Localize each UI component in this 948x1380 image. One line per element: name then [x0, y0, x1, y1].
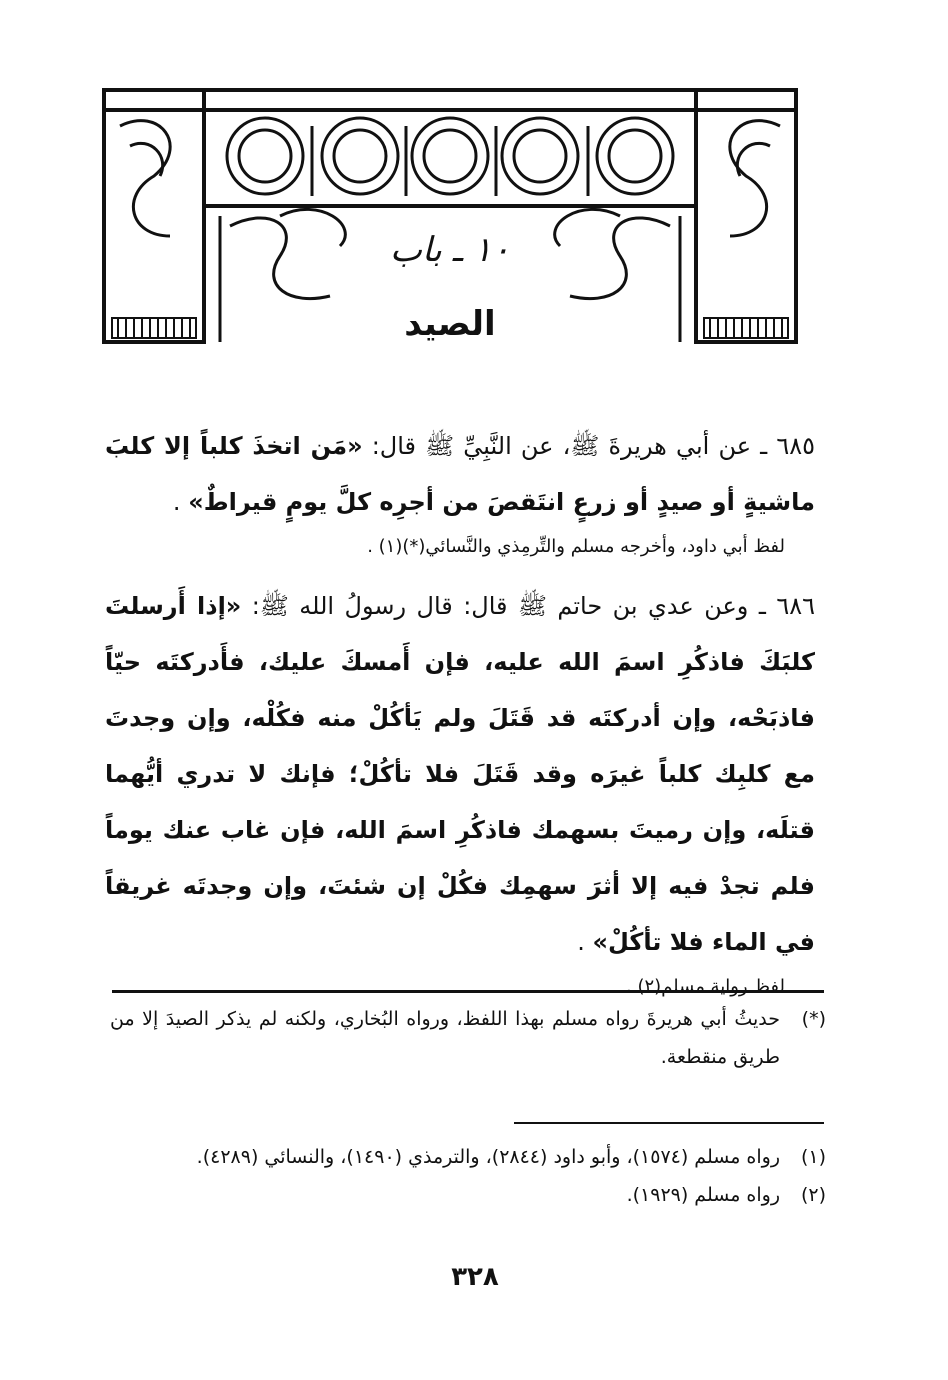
- hadith-intro: ٦٨٦ ـ وعن عدي بن حاتم ﷺ قال: قال رسولُ الله ﷺ:: [241, 592, 816, 620]
- footnote-mark: (٢): [800, 1184, 826, 1206]
- hadith-content: [105, 418, 815, 1018]
- hadith-end: .: [577, 928, 585, 956]
- footnote-2: [110, 1176, 826, 1214]
- footnote-1: [110, 1138, 826, 1176]
- page-number: ٣٢٨: [451, 1262, 499, 1292]
- hadith-text: «مَن اتخذَ كلباً إلا كلبَ ماشيةٍ أو صيدٍ أو زرعٍ انتَقصَ من أجرِه كلَّ يومٍ قيراطٌ»: [105, 432, 815, 516]
- chapter-title: الصيد: [404, 304, 496, 344]
- footnote-mark: (*): [801, 1008, 826, 1030]
- chapter-number: ١٠ ـ باب: [390, 230, 510, 270]
- hadith-text: «إذا أَرسلتَ كلبَكَ فاذكُرِ اسمَ الله عليه، فإن أَمسكَ عليك، فأَدركتَه حيّاً فاذبَحْه، وإن أدركتَه قد قَتَلَ ولم يَأكُلْ منه فكُلْه، وإن وجدتَ مع كلبِك كلباً غيرَه وقد قَتَلَ فلا تأكُلْ؛ فإنك لا تدري أيُّهما قتلَه، وإن رميتَ بسهمك فاذكُرِ اسمَ الله، فإن غاب عنك يوماً فلم تجدْ فيه إلا أثرَ سهمِك فكُلْ إن شئتَ، وإن وجدتَه غريقاً في الماء فلا تأكُلْ»: [105, 592, 815, 956]
- hadith-686: [105, 578, 815, 970]
- hadith-source: لفظ أبي داود، وأخرجه مسلم والتِّرمِذي والنَّسائي(*)(١) .: [367, 536, 785, 557]
- hadith-end: .: [172, 488, 181, 516]
- footnote-text: رواه مسلم (١٥٧٤)، وأبو داود (٢٨٤٤)، والترمذي (١٤٩٠)، والنسائي (٤٢٨٩).: [196, 1146, 780, 1168]
- footnote-divider: [112, 990, 824, 993]
- footnote-text: حديثُ أبي هريرةَ رواه مسلم بهذا اللفظ، ورواه البُخاري، ولكنه لم يذكر الصيدَ إلا من طريق منقطعة.: [110, 1008, 780, 1068]
- hadith-intro: ٦٨٥ ـ عن أبي هريرةَ ﷺ، عن النَّبِيِّ ﷺ قال:: [362, 432, 815, 460]
- footnote-mark: (١): [800, 1146, 826, 1168]
- hadith-source: لفظ رواية مسلم(٢) .: [626, 976, 785, 997]
- footnote-star: [110, 1000, 826, 1076]
- footnotes-numbered: [110, 1138, 826, 1214]
- footnote-text: رواه مسلم (١٩٢٩).: [626, 1184, 780, 1206]
- footnote-divider-short: [514, 1122, 824, 1124]
- hadith-685: [105, 418, 815, 530]
